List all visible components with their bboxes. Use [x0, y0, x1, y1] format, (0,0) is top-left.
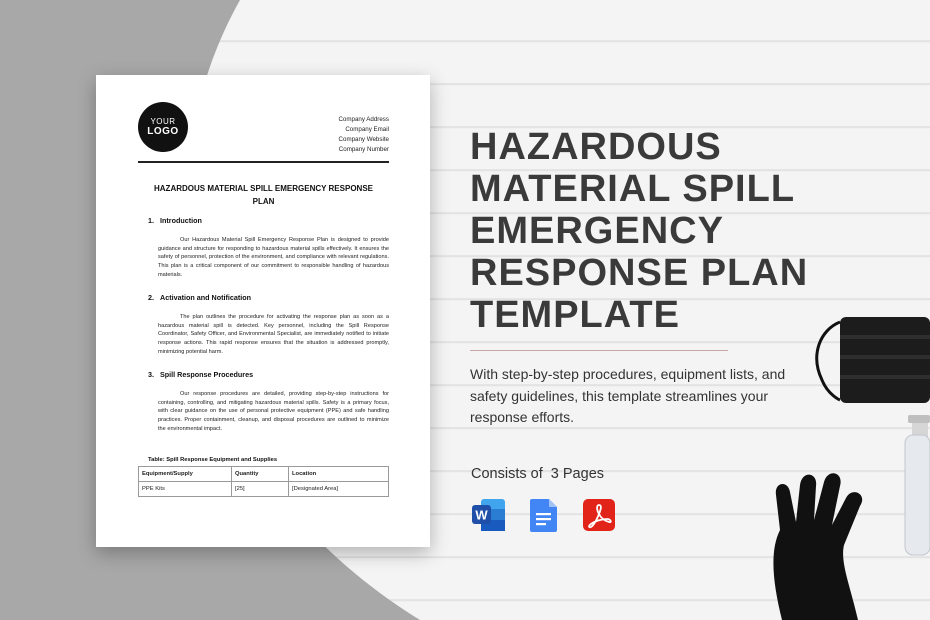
promo-description-line: With step-by-step procedures, equipment lists, and	[470, 366, 786, 382]
section-body-procedures: Our response procedures are detailed, providing step-by-step instructions for containing, controlling, and mitigating hazardous material spills. Safety is a primary focus, with clear guidance on the use of personal protective equipment (PPE) and safe handling practices. Proper containment, cleanup, and disposal procedures are outlined to minimize the environmental impact.	[158, 391, 389, 432]
document-title	[138, 182, 389, 208]
section-body-activation: The plan outlines the procedure for activating the response plan as soon as a hazardous material spill is detected. Key personnel, including the Spill Response Coordinator, Safety Officer, and Environmental Specialist, are immediately notified to initiate response actions. This rapid response ensures that the situation is addressed promptly, minimizing potential harm.	[158, 314, 389, 355]
company-address: Company Address	[338, 116, 389, 123]
table-header-cell: Equipment/Supply	[139, 467, 232, 482]
header-rule	[138, 161, 389, 163]
table-cell: PPE Kits	[139, 482, 232, 497]
section-number: 3.	[148, 370, 154, 379]
table-header-cell: Quantity	[232, 467, 289, 482]
section-heading-introduction	[148, 216, 202, 225]
google-docs-icon	[526, 497, 562, 533]
word-icon	[471, 497, 507, 533]
promo-title-line: EMERGENCY	[470, 210, 724, 252]
document-title-line2: PLAN	[252, 197, 275, 206]
logo-line2: LOGO	[147, 126, 179, 137]
promo-title-line: MATERIAL SPILL	[470, 168, 796, 210]
gloves-mask-sanitizer-photo	[740, 300, 930, 620]
promo-description-line: response efforts.	[470, 409, 575, 425]
document-title-line1: HAZARDOUS MATERIAL SPILL EMERGENCY RESPONSE	[154, 184, 373, 193]
pages-value: 3 Pages	[550, 466, 605, 482]
table-row	[139, 482, 389, 497]
document-preview	[96, 75, 430, 547]
pdf-icon	[581, 497, 617, 533]
table-cell: [25]	[232, 482, 289, 497]
logo-placeholder	[138, 102, 188, 152]
table-header-row	[139, 467, 389, 482]
consists-label: Consists of	[471, 466, 543, 482]
company-info	[338, 115, 389, 155]
page-count	[471, 466, 604, 482]
section-number: 1.	[148, 216, 154, 225]
promo-title-line: RESPONSE PLAN	[470, 252, 809, 294]
company-email: Company Email	[345, 126, 389, 133]
section-heading-procedures	[148, 370, 253, 379]
equipment-table	[138, 466, 389, 497]
table-cell: [Designated Area]	[289, 482, 389, 497]
app-icons	[471, 497, 617, 533]
section-body-introduction: Our Hazardous Material Spill Emergency Response Plan is designed to provide guidance and structure for responding to hazardous material spills effectively. It ensures the safety of personnel, protection of the environment, and compliance with relevant regulations. This plan is a critical component of our commitment to responsible handling of hazardous materials.	[158, 237, 389, 278]
section-number: 2.	[148, 293, 154, 302]
table-caption: Table: Spill Response Equipment and Supplies	[148, 457, 278, 463]
company-number: Company Number	[338, 146, 389, 153]
promo-title-line: TEMPLATE	[470, 294, 680, 336]
section-title: Activation and Notification	[160, 293, 252, 302]
table-header-cell: Location	[289, 467, 389, 482]
company-website: Company Website	[338, 136, 389, 143]
svg-text:W: W	[475, 507, 488, 523]
promo-title-line: HAZARDOUS	[470, 126, 722, 168]
logo-line1: YOUR	[150, 117, 176, 126]
section-title: Spill Response Procedures	[160, 370, 254, 379]
promo-description-line: safety guidelines, this template streamlines your	[470, 387, 769, 404]
section-heading-activation	[148, 293, 251, 302]
title-divider	[470, 350, 728, 351]
section-title: Introduction	[160, 216, 202, 225]
